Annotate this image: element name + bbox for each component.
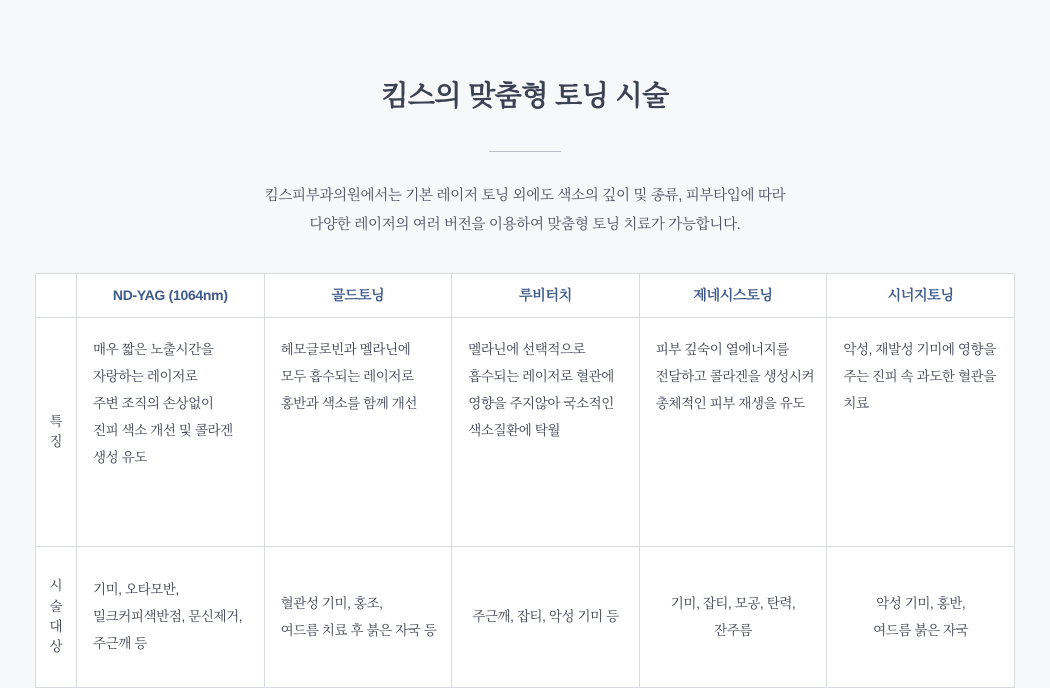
cell-features-synergy-toning [827, 317, 1015, 546]
cell-line: 흡수되는 레이저로 혈관에 [468, 368, 614, 384]
row-label-char: 대 [49, 618, 63, 634]
cell-line: 주근깨 등 [93, 636, 147, 652]
cell-features-nd-yag [77, 317, 265, 546]
column-header-synergy-toning: 시너지토닝 [827, 273, 1015, 317]
table-header [36, 273, 1015, 317]
cell-targets-gold-toning [264, 546, 452, 687]
cell-line: 매우 짧은 노출시간을 [93, 341, 214, 357]
cell-line: 주근깨, 잡티, 악성 기미 등 [472, 609, 619, 625]
cell-line: 여드름 치료 후 붉은 자국 등 [280, 622, 437, 638]
column-header-gold-toning: 골드토닝 [264, 273, 452, 317]
row-label-char: 징 [49, 433, 63, 449]
table-row [36, 317, 1015, 546]
cell-targets-ruby-touch [452, 546, 640, 687]
column-header-ruby-touch: 루비터치 [452, 273, 640, 317]
cell-line: 총체적인 피부 재생을 유도 [655, 395, 805, 411]
cell-line: 자랑하는 레이저로 [93, 368, 198, 384]
row-label-features [36, 317, 77, 546]
comparison-table [35, 273, 1015, 688]
cell-line: 혈관성 기미, 홍조, [280, 595, 383, 611]
comparison-table-wrap [35, 273, 1015, 688]
cell-line: 여드름 붉은 자국 [873, 622, 969, 638]
column-header-genesis-toning: 제네시스토닝 [639, 273, 827, 317]
cell-line: 기미, 오타모반, [93, 582, 179, 598]
row-label-char: 특 [49, 413, 63, 429]
cell-line: 기미, 잡티, 모공, 탄력, [670, 595, 796, 611]
cell-targets-synergy-toning [827, 546, 1015, 687]
intro-line-1: 킴스피부과의원에서는 기본 레이저 토닝 외에도 색소의 깊이 및 종류, 피부타입에 따라 [264, 187, 786, 204]
table-row [36, 546, 1015, 687]
row-label-char: 상 [49, 639, 63, 654]
column-header-nd-yag: ND-YAG (1064nm) [77, 273, 265, 317]
table-header-row [36, 273, 1015, 317]
cell-line: 멜라닌에 선택적으로 [468, 341, 586, 357]
row-label-char: 술 [49, 598, 63, 614]
cell-line: 홍반과 색소를 함께 개선 [280, 395, 418, 411]
cell-line: 진피 색소 개선 및 콜라겐 [93, 422, 233, 438]
cell-targets-genesis-toning [639, 546, 827, 687]
table-body [36, 317, 1015, 687]
cell-line: 잔주름 [714, 622, 753, 638]
intro-text [0, 182, 1050, 240]
cell-line: 영향을 주지않아 국소적인 [468, 395, 614, 411]
cell-line: 모두 흡수되는 레이저로 [280, 368, 414, 384]
page-root [0, 19, 1050, 662]
cell-line: 악성, 재발성 기미에 영향을 [843, 341, 996, 357]
cell-line: 생성 유도 [93, 449, 147, 465]
row-label-targets [36, 546, 77, 687]
cell-line: 밀크커피색반점, 문신제거, [93, 609, 243, 625]
cell-line: 헤모글로빈과 멜라닌에 [280, 341, 411, 357]
cell-line: 주는 진피 속 과도한 혈관을 [843, 368, 996, 384]
cell-line: 주변 조직의 손상없이 [93, 395, 214, 411]
table-corner-cell [36, 273, 77, 317]
cell-line: 악성 기미, 홍반, [876, 595, 966, 611]
cell-targets-nd-yag [77, 546, 265, 687]
page-title: 킴스의 맞춤형 토닝 시술 [381, 79, 669, 111]
cell-features-ruby-touch [452, 317, 640, 546]
cell-line: 피부 깊숙이 열에너지를 [655, 341, 789, 357]
cell-line: 색소질환에 탁월 [468, 422, 561, 438]
cell-line: 치료 [843, 395, 869, 411]
intro-line-2: 다양한 레이저의 여러 버전을 이용하여 맞춤형 토닝 치료가 가능합니다. [309, 216, 741, 233]
title-divider [489, 151, 561, 152]
row-label-char: 시 [49, 578, 63, 594]
cell-features-gold-toning [264, 317, 452, 546]
cell-line: 전달하고 콜라겐을 생성시켜 [655, 368, 815, 384]
cell-features-genesis-toning [639, 317, 827, 546]
